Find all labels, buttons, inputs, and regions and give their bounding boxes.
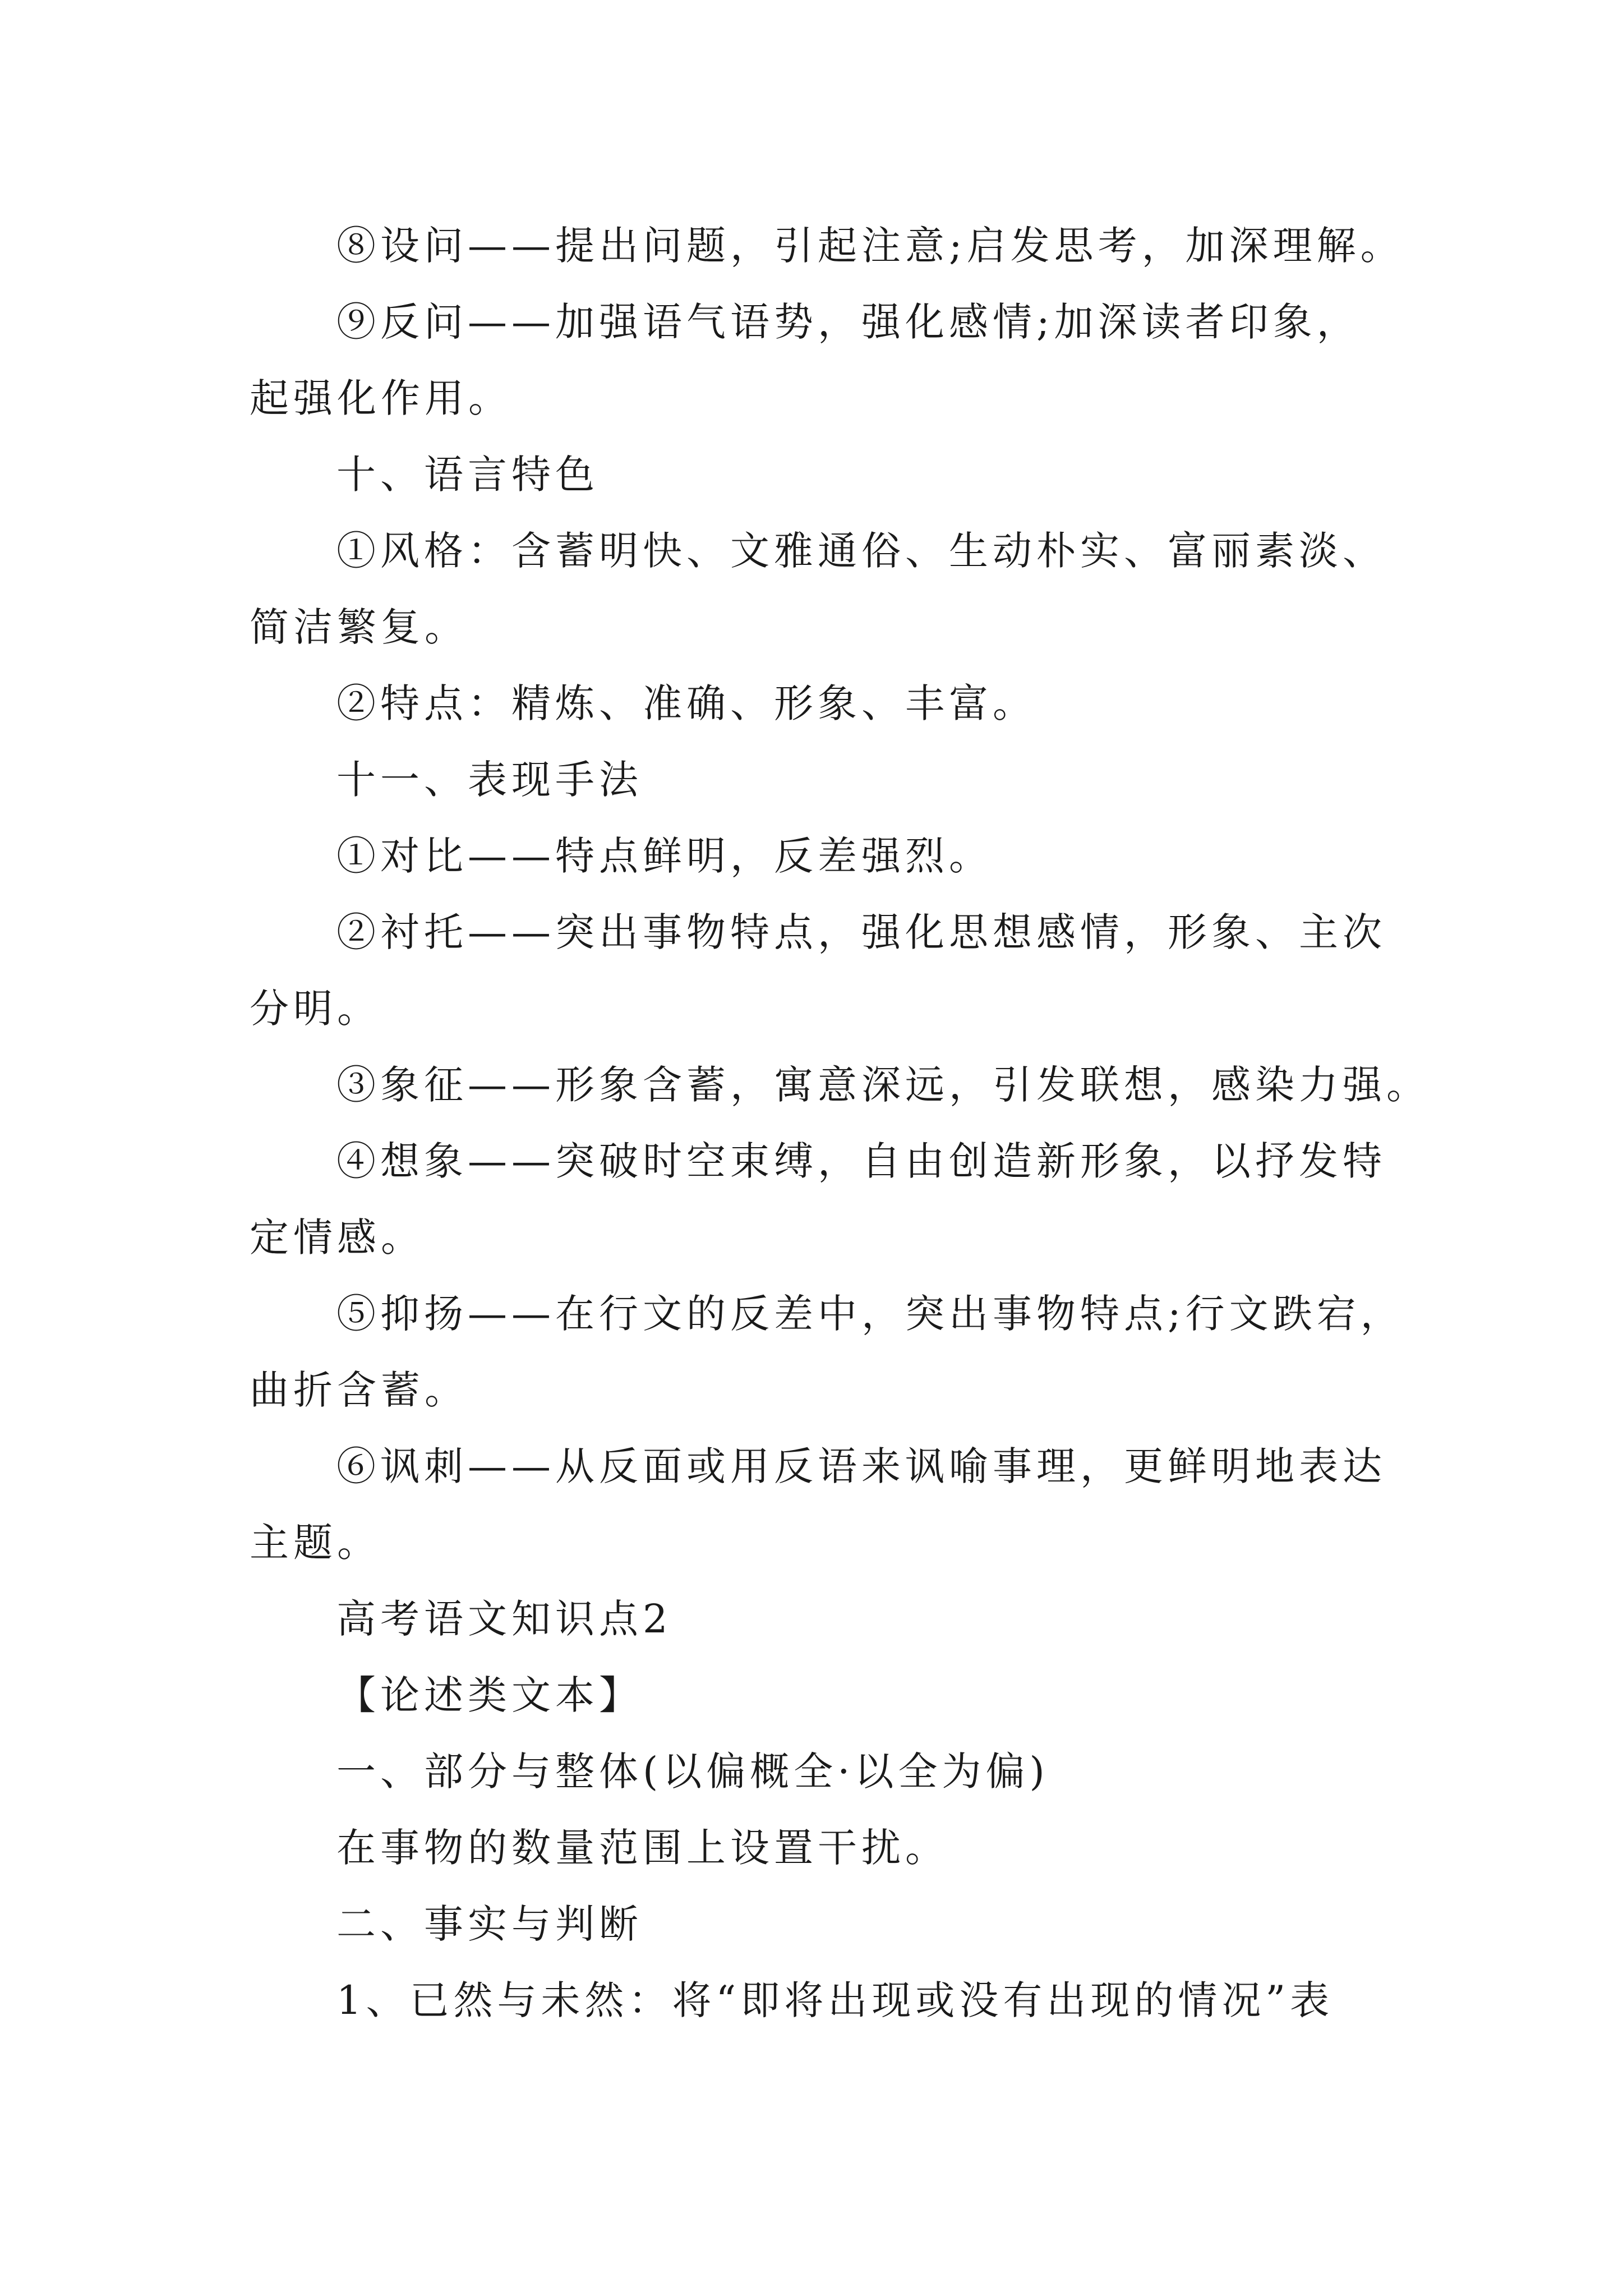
text-line: ⑨反问——加强语气语势，强化感情;加深读者印象， — [336, 299, 1361, 345]
text-line: 在事物的数量范围上设置干扰。 — [336, 1825, 949, 1871]
text-line: ⑧设问——提出问题，引起注意;启发思考，加深理解。 — [336, 223, 1404, 269]
text-line: 曲折含蓄。 — [250, 1367, 468, 1413]
section-heading: 【论述类文本】 — [336, 1672, 643, 1718]
text-line: ⑤抑扬——在行文的反差中，突出事物特点;行文跌宕， — [336, 1291, 1404, 1337]
text-line: 1、已然与未然：将“即将出现或没有出现的情况”表 — [336, 1977, 1334, 2023]
text-line: ③象征——形象含蓄，寓意深远，引发联想，感染力强。 — [336, 1062, 1430, 1108]
text-line: 简洁繁复。 — [250, 604, 468, 650]
text-line: ①风格：含蓄明快、文雅通俗、生动朴实、富丽素淡、 — [336, 528, 1386, 574]
section-heading: 十、语言特色 — [336, 452, 599, 498]
section-heading: 二、事实与判断 — [336, 1901, 643, 1947]
section-title: 高考语文知识点2 — [336, 1596, 672, 1642]
text-line: 分明。 — [250, 986, 381, 1032]
text-line: 主题。 — [250, 1520, 381, 1566]
section-heading: 十一、表现手法 — [336, 757, 643, 803]
text-line: 定情感。 — [250, 1214, 425, 1260]
text-line: ⑥讽刺——从反面或用反语来讽喻事理，更鲜明地表达 — [336, 1443, 1386, 1489]
text-line: ①对比——特点鲜明，反差强烈。 — [336, 833, 993, 879]
text-line: ④想象——突破时空束缚，自由创造新形象，以抒发特 — [336, 1138, 1386, 1184]
text-line: ②衬托——突出事物特点，强化思想感情，形象、主次 — [336, 909, 1386, 955]
section-heading: 一、部分与整体(以偏概全·以全为偏) — [336, 1749, 1049, 1795]
text-line: 起强化作用。 — [250, 375, 512, 421]
text-line: ②特点：精炼、准确、形象、丰富。 — [336, 680, 1036, 726]
